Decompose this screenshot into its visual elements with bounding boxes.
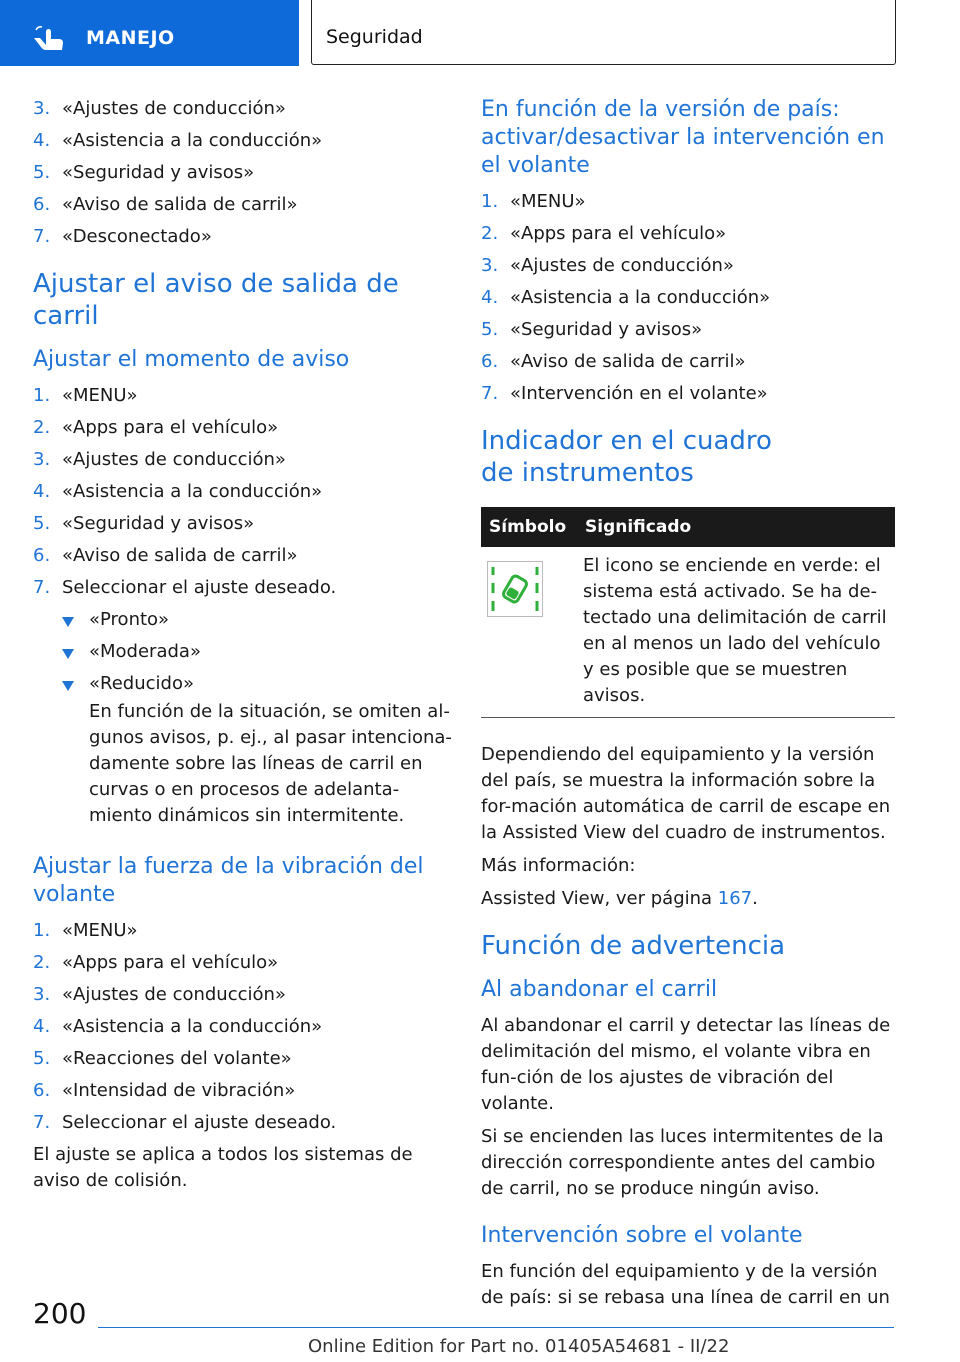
list-item [481,285,895,311]
list-item [33,192,453,218]
list-item [481,189,895,215]
page-link[interactable]: 167 [717,888,753,909]
reference-text: Assisted View, ver página [481,888,718,909]
list-item [33,383,453,409]
step-text: «Aviso de salida de carril» [62,194,298,215]
heading-leave-lane: Al abandonar el carril [481,977,718,1002]
step-number: 6. [33,545,51,566]
col-symbol-header: Símbolo [481,507,577,547]
list-item [481,253,895,279]
step-number: 3. [481,255,499,276]
step-number: 5. [33,1048,51,1069]
step-number: 7. [33,226,51,247]
hand-steering-icon [32,24,66,52]
step-number: 4. [33,1016,51,1037]
heading-warning-function: Función de advertencia [481,931,786,961]
section-tab[interactable] [0,0,299,66]
heading-country-version: En función de la versión de país: activar/desactivar la intervención en el volante [481,97,885,178]
list-item [33,96,453,122]
step-text: «Apps para el vehículo» [62,952,279,973]
option-item [33,607,453,633]
step-text: «Apps para el vehículo» [62,417,279,438]
note-line: gunos avisos, p. ej., al pasar intenciona- [89,727,452,748]
step-text: «Asistencia a la conducción» [62,130,323,151]
step-text: «Ajustes de conducción» [62,984,286,1005]
list-item [481,317,895,343]
heading-steering-intervention: Intervención sobre el volante [481,1223,803,1248]
col-meaning-header: Significado [577,507,895,547]
list-item [33,543,453,569]
list-item [33,950,453,976]
symbol-cell [481,547,577,718]
heading-warning-moment: Ajustar el momento de aviso [33,347,350,372]
option-text: «Reducido» [89,673,194,694]
step-number: 6. [33,1080,51,1101]
left-column [33,96,453,1201]
subsection-tab[interactable] [311,0,896,65]
edition-note: Online Edition for Part no. 01405A54681 - II/22 [308,1336,730,1357]
list-item [33,415,453,441]
step-text: «Ajustes de conducción» [62,449,286,470]
list-item [33,224,453,250]
step-number: 5. [481,319,499,340]
step-text: «MENU» [62,920,138,941]
reduced-note [33,699,453,829]
step-text: «Reacciones del volante» [62,1048,292,1069]
step-number: 5. [33,162,51,183]
step-text: «Asistencia a la conducción» [62,481,323,502]
reference-suffix: . [752,888,758,909]
table-row [481,547,895,718]
steps-intro-list [33,96,453,250]
list-item [33,1046,453,1072]
option-item [33,671,453,697]
step-number: 4. [481,287,499,308]
list-item [33,575,453,601]
step-number: 5. [33,513,51,534]
bullet-triangle-icon [62,681,74,691]
header-bar [0,0,960,66]
intervention-paragraph: En función del equipamiento y de la versión de país: si se rebasa una línea de carril en un [481,1261,890,1308]
more-info-label: Más información: [481,855,636,876]
assisted-view-reference [481,886,895,912]
list-item [33,918,453,944]
subsection-tab-label: Seguridad [326,26,423,48]
note-line: damente sobre las líneas de carril en [89,753,423,774]
equipment-paragraph: Dependiendo del equipamiento y la versión del país, se muestra la información sobre la for-mación automática de carril de escape en la Assisted View del cuadro de instrumentos. [481,744,891,843]
list-item [33,447,453,473]
steps-vibration-list [33,918,453,1136]
list-item [33,1078,453,1104]
step-number: 2. [33,417,51,438]
step-number: 7. [33,577,51,598]
step-text: «Seguridad y avisos» [62,513,255,534]
step-text: «Aviso de salida de carril» [62,545,298,566]
step-text: «Intensidad de vibración» [62,1080,296,1101]
step-text: «Ajustes de conducción» [510,255,734,276]
footer-divider [98,1327,894,1328]
turn-signal-paragraph: Si se encienden las luces intermitentes de la dirección correspondiente antes del cambio de carril, no se produce ningún aviso. [481,1126,884,1199]
step-number: 3. [33,984,51,1005]
option-text: «Pronto» [89,609,170,630]
meaning-cell: El icono se enciende en verde: el sistema está activado. Se ha de-tectado una delimitación de carril en al menos un lado del vehículo y es posible que se muestren avisos. [577,547,895,718]
step-text: «Seguridad y avisos» [62,162,255,183]
heading-set-warning: Ajustar el aviso de salida de carril [33,269,399,331]
step-number: 1. [33,385,51,406]
step-number: 3. [33,449,51,470]
step-number: 6. [33,194,51,215]
vibration-note: El ajuste se aplica a todos los sistemas de aviso de colisión. [33,1144,413,1191]
heading-indicator: Indicador en el cuadro de instrumentos [481,426,772,488]
table-header-row [481,507,895,547]
step-number: 4. [33,130,51,151]
list-item [33,982,453,1008]
step-text: «MENU» [62,385,138,406]
step-number: 1. [481,191,499,212]
step-text: «Seguridad y avisos» [510,319,703,340]
step-text: «Asistencia a la conducción» [510,287,771,308]
leave-lane-paragraph: Al abandonar el carril y detectar las líneas de delimitación del mismo, el volante vibra en fun-ción de los ajustes de vibración del volante. [481,1015,891,1114]
list-item [481,349,895,375]
step-number: 4. [33,481,51,502]
list-item [481,381,895,407]
note-line: miento dinámicos sin intermitente. [89,805,405,826]
list-item [33,1014,453,1040]
right-column [481,96,895,1318]
step-text: «Intervención en el volante» [510,383,768,404]
options-list [33,607,453,697]
step-text: Seleccionar el ajuste deseado. [62,1112,337,1133]
list-item [33,1110,453,1136]
list-item [33,479,453,505]
step-text: «Ajustes de conducción» [62,98,286,119]
step-number: 3. [33,98,51,119]
steps-moment-list [33,383,453,601]
step-number: 2. [481,223,499,244]
list-item [33,511,453,537]
heading-vibration: Ajustar la fuerza de la vibración del volante [33,854,424,907]
list-item [481,221,895,247]
step-number: 2. [33,952,51,973]
section-tab-label: MANEJO [86,27,175,49]
step-number: 6. [481,351,499,372]
list-item [33,128,453,154]
step-text: «Aviso de salida de carril» [510,351,746,372]
step-number: 1. [33,920,51,941]
note-line: curvas o en procesos de adelanta- [89,779,400,800]
step-text: «Desconectado» [62,226,212,247]
symbol-table [481,507,895,718]
steps-country-list [481,189,895,407]
lane-departure-green-icon [487,561,543,617]
bullet-triangle-icon [62,617,74,627]
bullet-triangle-icon [62,649,74,659]
step-number: 7. [481,383,499,404]
page-number: 200 [33,1297,87,1330]
step-text: «Apps para el vehículo» [510,223,727,244]
option-text: «Moderada» [89,641,201,662]
option-item [33,639,453,665]
step-text: «Asistencia a la conducción» [62,1016,323,1037]
step-text: «MENU» [510,191,586,212]
note-line: En función de la situación, se omiten al- [89,701,450,722]
list-item [33,160,453,186]
step-text: Seleccionar el ajuste deseado. [62,577,337,598]
step-number: 7. [33,1112,51,1133]
